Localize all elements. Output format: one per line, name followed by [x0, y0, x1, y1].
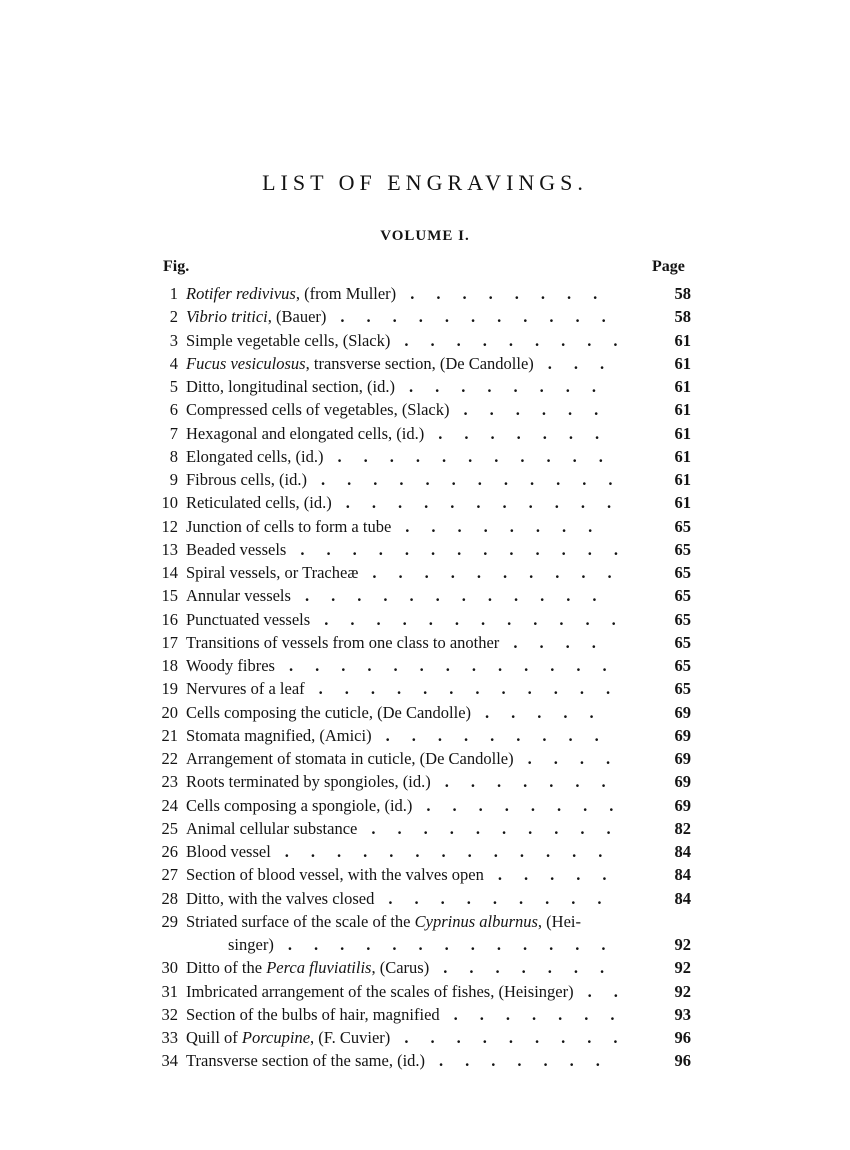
- list-item: [0, 910, 850, 933]
- description-text: Cells composing the cuticle, (De Candolle): [186, 702, 472, 722]
- figure-number: 22: [161, 749, 178, 768]
- list-item: [0, 305, 850, 328]
- description-text: Quill of: [186, 1028, 242, 1047]
- description-text: Fibrous cells, (id.): [186, 470, 307, 489]
- figure-number: 27: [161, 865, 178, 885]
- page-number: 92: [674, 935, 691, 954]
- description-text: Compressed cells of vegetables, (Slack): [186, 400, 450, 420]
- figure-number: 9: [169, 470, 178, 489]
- figure-description: [186, 910, 581, 933]
- page-number: 61: [674, 446, 691, 466]
- description-text: Beaded vessels: [186, 539, 287, 559]
- description-text: Ditto, longitudinal section, (id.): [186, 377, 395, 396]
- description-text: Section of blood vessel, with the valves open: [186, 865, 484, 885]
- figure-number: 7: [169, 423, 178, 443]
- dot-leader: .........: [388, 888, 624, 908]
- description-italic-name: Perca fluviatilis: [266, 958, 372, 978]
- list-item: [0, 561, 850, 584]
- dot-leader: ...........: [337, 446, 625, 466]
- list-item: [0, 515, 850, 538]
- list-item: [0, 677, 850, 700]
- dot-leader: .............: [288, 656, 629, 675]
- figure-description: [186, 794, 635, 817]
- list-item: [0, 584, 850, 607]
- list-item: [0, 654, 850, 677]
- figure-description: [186, 770, 628, 793]
- figure-description: [186, 561, 634, 584]
- list-item: [0, 422, 850, 445]
- page-number: 69: [674, 725, 691, 745]
- list-item: [0, 1049, 850, 1072]
- figure-description: [186, 329, 639, 352]
- figure-number: 15: [161, 586, 178, 606]
- dot-leader: ....: [513, 632, 618, 652]
- figure-number: 21: [161, 725, 178, 745]
- list-item: [0, 375, 850, 398]
- description-text: Woody fibres: [186, 656, 275, 675]
- description-italic-name: Porcupine: [241, 1028, 311, 1047]
- figure-number: 20: [161, 702, 178, 722]
- dot-leader: ....: [527, 749, 633, 768]
- page-number: 69: [674, 749, 691, 768]
- description-text: Cells composing a spongiole, (id.): [186, 795, 413, 815]
- page-title: LIST OF ENGRAVINGS.: [262, 170, 588, 195]
- list-item: [0, 794, 850, 817]
- list-item: [0, 1026, 850, 1049]
- dot-leader: ............: [318, 679, 633, 699]
- description-text: Striated surface of the scale of the: [186, 911, 415, 931]
- description-text: Ditto, with the valves closed: [186, 888, 375, 908]
- figure-description: [186, 631, 618, 654]
- description-text: Imbricated arrangement of the scales of fishes, (Heisinger): [186, 981, 574, 1001]
- figure-description: [186, 538, 640, 561]
- description-text: Junction of cells to form a tube: [186, 516, 392, 536]
- list-item: [0, 956, 850, 979]
- figure-description: [228, 933, 627, 956]
- page-number: 65: [674, 586, 691, 606]
- list-item: [0, 840, 850, 863]
- dot-leader: .............: [284, 842, 625, 861]
- dot-leader: ...: [547, 353, 627, 373]
- page-number: 61: [674, 400, 691, 420]
- page-number: 61: [674, 493, 691, 513]
- dot-leader: ......: [463, 400, 621, 420]
- description-text-suffix: , (Carus): [371, 958, 430, 978]
- figure-number: 8: [169, 446, 178, 466]
- description-italic-name: Cyprinus alburnus: [414, 911, 538, 931]
- page-number: 65: [674, 609, 691, 629]
- figure-description: [186, 1003, 637, 1026]
- page-number: 69: [674, 795, 691, 815]
- dot-leader: ........: [405, 516, 615, 536]
- description-text: Hexagonal and elongated cells, (id.): [186, 423, 425, 443]
- description-text: singer): [228, 935, 274, 954]
- figure-description: [186, 1026, 639, 1049]
- list-item: [0, 701, 850, 724]
- figure-number: 28: [161, 888, 178, 908]
- figure-description: [186, 863, 629, 886]
- dot-leader: .........: [404, 330, 640, 350]
- page-number: 61: [674, 353, 691, 373]
- page-number: 96: [674, 1028, 691, 1047]
- dot-leader: ............: [304, 586, 619, 606]
- volume-heading: VOLUME I.: [380, 228, 470, 244]
- page-number: 65: [674, 539, 691, 559]
- dot-leader: ........: [426, 795, 636, 815]
- description-text: Section of the bulbs of hair, magnified: [186, 1004, 440, 1024]
- list-item: [0, 352, 850, 375]
- list-item: [0, 770, 850, 793]
- figure-description: [186, 980, 640, 1003]
- figure-number: 4: [169, 353, 178, 373]
- page-number: 96: [674, 1051, 691, 1071]
- list-item: [0, 491, 850, 514]
- figure-number: 10: [161, 493, 178, 513]
- list-item: [0, 608, 850, 631]
- figure-description: [186, 515, 614, 538]
- figure-number: 31: [161, 981, 178, 1001]
- figure-number: 16: [161, 609, 178, 629]
- description-text-suffix: , (Hei-: [537, 911, 581, 931]
- page-number: 84: [674, 842, 691, 861]
- dot-leader: .........: [404, 1028, 640, 1047]
- page-number: 65: [674, 656, 691, 675]
- fig-column-header: Fig.: [163, 258, 190, 275]
- list-item: [0, 980, 850, 1003]
- list-item: [0, 933, 850, 956]
- description-text-suffix: , (F. Cuvier): [310, 1028, 391, 1047]
- figure-number: 26: [161, 842, 178, 861]
- figure-description: [186, 747, 632, 770]
- dot-leader: .............: [287, 935, 628, 954]
- figure-description: [186, 398, 620, 421]
- description-text: Nervures of a leaf: [186, 679, 305, 699]
- figure-description: [186, 608, 638, 631]
- page-number: 58: [674, 284, 691, 303]
- list-item: [0, 398, 850, 421]
- list-item: [0, 747, 850, 770]
- figure-description: [186, 1049, 622, 1072]
- list-item: [0, 817, 850, 840]
- page-column-header: Page: [652, 258, 685, 275]
- page-number: 65: [674, 563, 691, 582]
- page-number: 82: [674, 818, 691, 838]
- page-number: 92: [674, 981, 691, 1001]
- figure-number: 6: [169, 400, 178, 420]
- list-item: [0, 468, 850, 491]
- dot-leader: ...........: [340, 307, 628, 327]
- description-text: Blood vessel: [186, 842, 271, 861]
- figure-description: [186, 468, 635, 491]
- description-text: Transitions of vessels from one class to another: [186, 632, 500, 652]
- page-number: 65: [674, 516, 691, 536]
- list-item: [0, 887, 850, 910]
- description-text-suffix: , transverse section, (De Candolle): [305, 353, 534, 373]
- description-text-suffix: , (from Muller): [295, 284, 397, 303]
- figure-description: [186, 654, 629, 677]
- page-number: 58: [674, 307, 691, 327]
- page-number: 61: [674, 377, 691, 396]
- figure-number: 24: [161, 795, 178, 815]
- page-number: 69: [674, 702, 691, 722]
- dot-leader: .......: [444, 772, 628, 792]
- figure-number: 1: [169, 284, 178, 303]
- list-item: [0, 631, 850, 654]
- figure-number: 13: [161, 539, 178, 559]
- figure-description: [186, 724, 621, 747]
- dot-leader: .......: [438, 423, 622, 443]
- dot-leader: .......: [439, 1051, 622, 1071]
- list-item: [0, 282, 850, 305]
- dot-leader: ............: [321, 470, 635, 489]
- description-text: Simple vegetable cells, (Slack): [186, 330, 391, 350]
- page-number: 84: [674, 865, 691, 885]
- figure-number: 5: [169, 377, 178, 396]
- figure-number: 23: [161, 772, 178, 792]
- list-item: [0, 863, 850, 886]
- description-italic-name: Rotifer redivivus: [186, 284, 296, 303]
- description-text-suffix: , (Bauer): [267, 307, 327, 327]
- figure-number: 12: [161, 516, 178, 536]
- figure-description: [186, 701, 616, 724]
- dot-leader: .............: [300, 539, 640, 559]
- description-text: Annular vessels: [186, 586, 291, 606]
- description-text: Animal cellular substance: [186, 818, 358, 838]
- figure-number: 17: [161, 632, 178, 652]
- description-text: Ditto of the: [186, 958, 267, 978]
- description-text: Spiral vessels, or Tracheæ: [186, 563, 359, 582]
- description-text: Stomata magnified, (Amici): [186, 725, 372, 745]
- page-number: 69: [674, 772, 691, 792]
- dot-leader: ..........: [371, 818, 633, 838]
- dot-leader: ............: [324, 609, 638, 629]
- figure-number: 2: [169, 307, 178, 327]
- page-number: 84: [674, 888, 691, 908]
- list-item: [0, 724, 850, 747]
- dot-leader: .....: [497, 865, 629, 885]
- figure-number: 3: [169, 330, 178, 350]
- description-text: Transverse section of the same, (id.): [186, 1051, 426, 1071]
- page-number: 93: [674, 1004, 691, 1024]
- figure-description: [186, 677, 632, 700]
- page-number: 92: [674, 958, 691, 978]
- figure-number: 25: [161, 818, 178, 838]
- page-number: 61: [674, 423, 691, 443]
- page-number: 65: [674, 679, 691, 699]
- figure-description: [186, 305, 628, 328]
- figure-description: [186, 375, 618, 398]
- description-text: Reticulated cells, (id.): [186, 493, 332, 513]
- dot-leader: .........: [385, 725, 621, 745]
- figure-number: 32: [161, 1004, 178, 1024]
- dot-leader: ..........: [372, 563, 634, 582]
- figure-description: [186, 887, 623, 910]
- figure-description: [186, 840, 624, 863]
- dot-leader: .......: [453, 1004, 637, 1024]
- dot-leader: ........: [408, 377, 618, 396]
- figure-description: [186, 352, 626, 375]
- figure-number: 29: [161, 911, 178, 931]
- dot-leader: .......: [443, 958, 627, 978]
- dot-leader: ........: [410, 284, 620, 303]
- page-number: 61: [674, 470, 691, 489]
- figure-number: 14: [161, 563, 178, 582]
- dot-leader: ...........: [345, 493, 634, 513]
- page-number: 61: [674, 330, 691, 350]
- figure-number: 18: [161, 656, 178, 675]
- page-number: 65: [674, 632, 691, 652]
- description-text: Arrangement of stomata in cuticle, (De Candolle): [186, 749, 514, 768]
- figure-description: [186, 956, 626, 979]
- figure-description: [186, 445, 625, 468]
- figure-number: 19: [161, 679, 178, 699]
- figure-description: [186, 817, 633, 840]
- description-italic-name: Vibrio tritici: [186, 307, 268, 327]
- list-item: [0, 445, 850, 468]
- description-text: Roots terminated by spongioles, (id.): [186, 772, 431, 792]
- description-text: Punctuated vessels: [186, 609, 311, 629]
- figure-description: [186, 422, 621, 445]
- engravings-list: [0, 282, 850, 1073]
- description-text: Elongated cells, (id.): [186, 446, 324, 466]
- list-item: [0, 1003, 850, 1026]
- dot-leader: .....: [485, 702, 616, 722]
- figure-description: [186, 282, 619, 305]
- figure-description: [186, 584, 618, 607]
- figure-description: [186, 491, 633, 514]
- description-italic-name: Fucus vesiculosus: [186, 353, 306, 373]
- dot-leader: ..: [587, 981, 640, 1001]
- list-item: [0, 538, 850, 561]
- figure-number: 34: [161, 1051, 178, 1071]
- figure-number: 30: [161, 958, 178, 978]
- list-item: [0, 329, 850, 352]
- figure-number: 33: [161, 1028, 178, 1047]
